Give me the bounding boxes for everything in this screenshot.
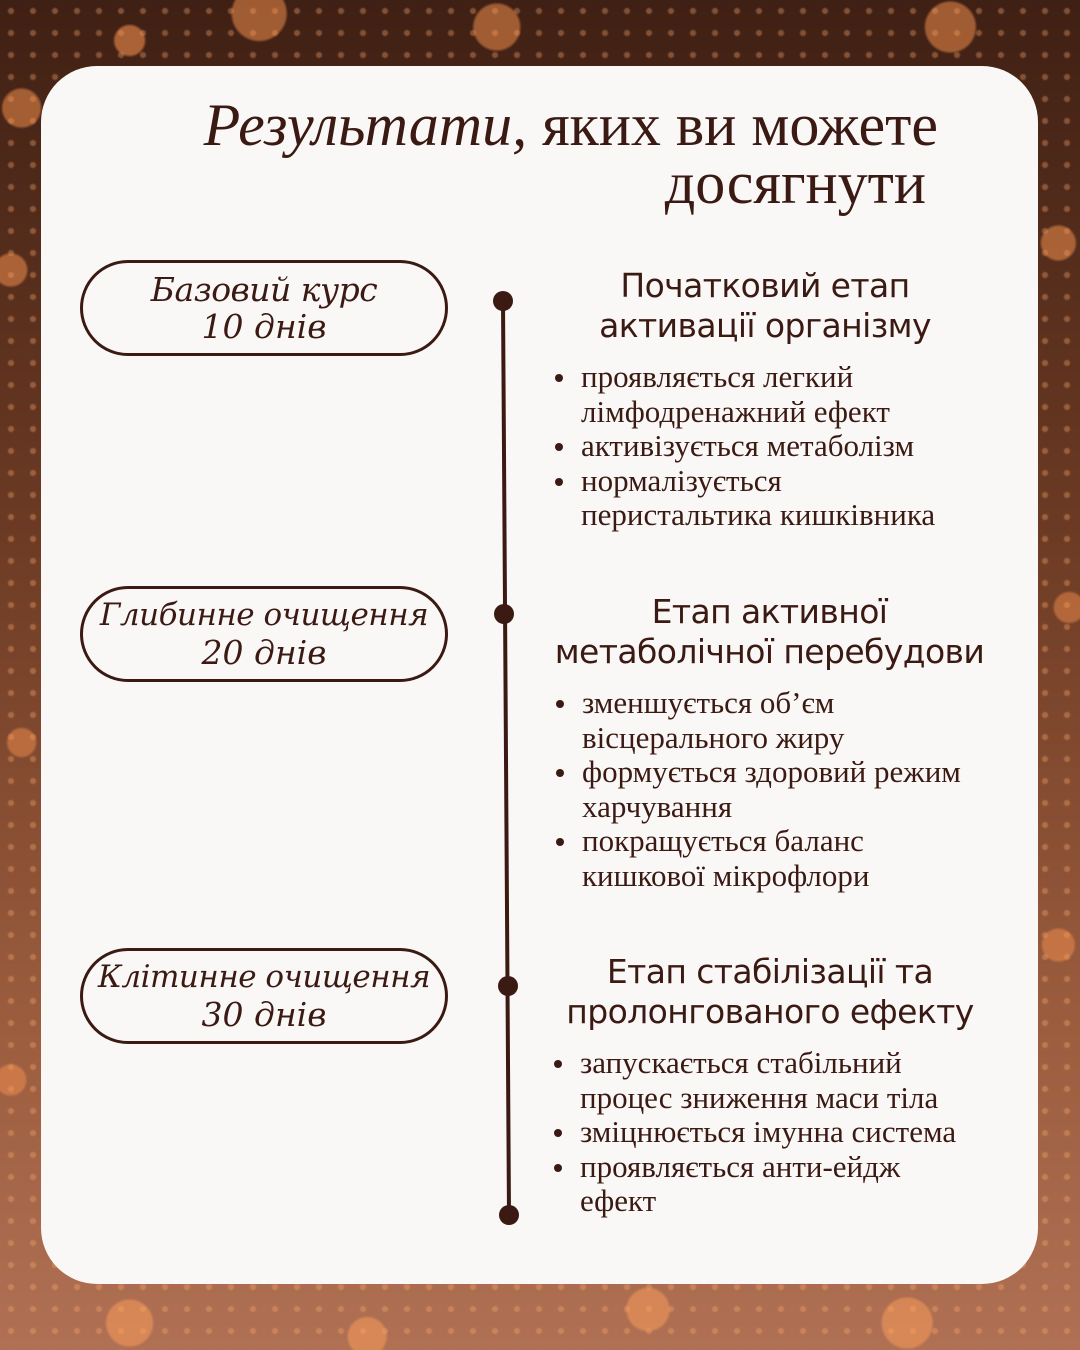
title-rest-line2: досягнути bbox=[664, 150, 926, 216]
stage-title bbox=[540, 952, 1000, 1032]
result-text: формується здоровий режим bbox=[582, 754, 961, 789]
result-item bbox=[554, 755, 1007, 824]
bullet-icon bbox=[555, 478, 563, 486]
stage-title-line: Початковий етап bbox=[620, 266, 910, 305]
course-pill-cellular bbox=[80, 948, 448, 1044]
bullet-icon bbox=[556, 769, 564, 777]
stage-title-line: Етап активної bbox=[651, 592, 888, 631]
timeline-dot-icon bbox=[494, 604, 514, 624]
course-name: Глибинне очищення bbox=[99, 597, 429, 633]
stage-3 bbox=[540, 952, 1000, 1219]
timeline-line bbox=[503, 301, 509, 1215]
course-name: Базовий курс bbox=[150, 270, 378, 309]
result-text: кишкової мікрофлори bbox=[582, 857, 870, 893]
result-text: активізується метаболізм bbox=[581, 428, 915, 463]
result-text: перистальтика кишківника bbox=[581, 497, 936, 532]
result-text: проявляється легкий bbox=[581, 359, 854, 394]
title-rest-line1: яких ви можете bbox=[527, 92, 938, 158]
title-italic: Результати, bbox=[203, 92, 528, 158]
course-duration: 30 днів bbox=[201, 995, 327, 1034]
result-text: зміцнюється імунна система bbox=[580, 1114, 957, 1149]
course-duration: 10 днів bbox=[201, 307, 327, 346]
course-name: Клітинне очищення bbox=[97, 959, 431, 995]
bullet-icon bbox=[556, 700, 564, 708]
course-duration: 20 днів bbox=[201, 633, 327, 672]
course-pill-basic bbox=[80, 260, 448, 356]
result-item bbox=[553, 464, 985, 533]
result-text: нормалізується bbox=[581, 462, 782, 498]
result-text: проявляється анти-ейдж bbox=[580, 1148, 901, 1184]
bullet-icon bbox=[555, 374, 563, 382]
result-text: ефект bbox=[580, 1183, 657, 1218]
bullet-icon bbox=[556, 838, 564, 846]
results-list bbox=[552, 1046, 1000, 1219]
result-item bbox=[552, 1150, 1000, 1219]
results-list bbox=[553, 360, 985, 533]
stage-title-line: активації організму bbox=[599, 306, 931, 345]
stage-title-line: пролонгованого ефекту bbox=[566, 992, 974, 1031]
result-item bbox=[554, 686, 1007, 755]
stage-2 bbox=[532, 592, 1007, 893]
result-text: процес зниження маси тіла bbox=[580, 1079, 939, 1115]
stage-title-line: Етап стабілізації та bbox=[606, 952, 934, 991]
result-text: харчування bbox=[582, 788, 733, 824]
course-pill-deep bbox=[80, 586, 448, 682]
results-list bbox=[554, 686, 1007, 893]
result-item bbox=[553, 429, 985, 464]
result-text: лімфодренажний ефект bbox=[581, 393, 890, 429]
result-item bbox=[552, 1115, 1000, 1150]
stage-title bbox=[545, 266, 985, 346]
result-text: вісцерального жиру bbox=[582, 719, 845, 755]
result-text: зменшується об’єм bbox=[582, 685, 835, 720]
result-item bbox=[554, 824, 1007, 893]
bullet-icon bbox=[554, 1060, 562, 1068]
stage-1 bbox=[545, 266, 985, 533]
timeline-dot-icon bbox=[493, 291, 513, 311]
bullet-icon bbox=[555, 443, 563, 451]
result-text: покращується баланс bbox=[582, 823, 864, 858]
timeline-dot-icon bbox=[498, 976, 518, 996]
result-item bbox=[553, 360, 985, 429]
bullet-icon bbox=[554, 1129, 562, 1137]
bullet-icon bbox=[554, 1164, 562, 1172]
stage-title-line: метаболічної перебудови bbox=[554, 632, 985, 671]
timeline-dot-icon bbox=[499, 1205, 519, 1225]
stage-title bbox=[532, 592, 1007, 672]
result-item bbox=[552, 1046, 1000, 1115]
result-text: запускається стабільний bbox=[580, 1045, 902, 1080]
